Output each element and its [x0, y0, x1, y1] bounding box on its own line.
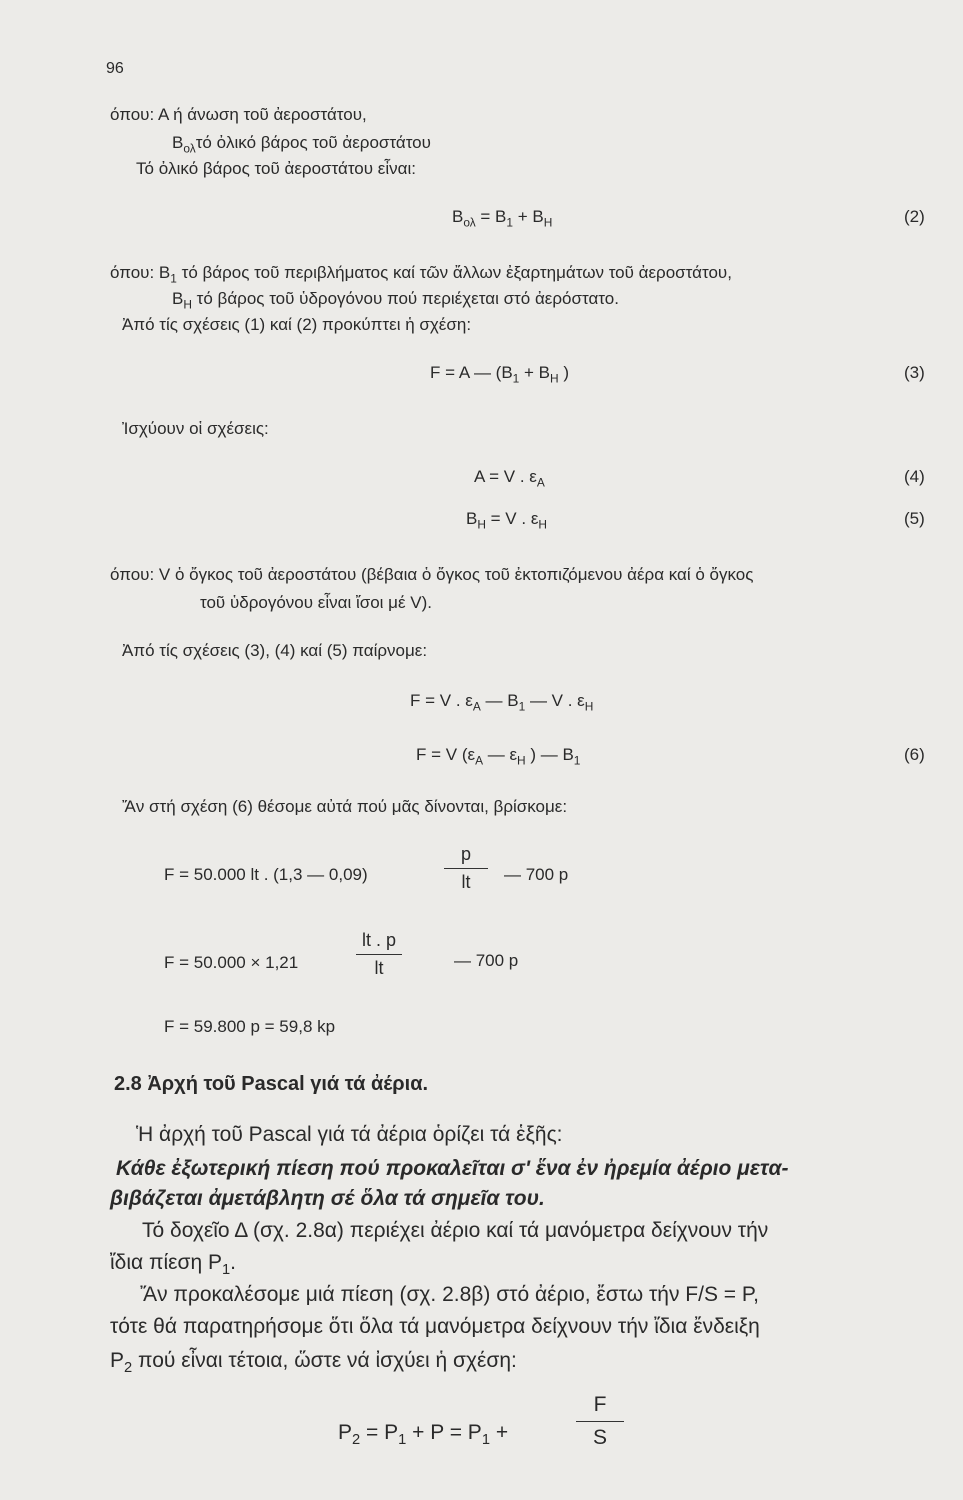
paragraph-line: Ἡ ἀρχή τοῦ Pascal γιά τά ἀέρια ὁρίζει τά ἑξῆς: — [136, 1123, 563, 1146]
text-line: $B_H$ τό βάρος τοῦ ὑδρογόνου πού περιέχεται στό ἀερόστατο. — [172, 289, 619, 312]
text-line: Τό ὀλικό βάρος τοῦ ἀεροστάτου εἶναι: — [136, 159, 416, 178]
text-line: Ἰσχύουν οἱ σχέσεις: — [122, 419, 269, 438]
calc-line-3: F = 59.800 p = 59,8 kp — [164, 1017, 336, 1036]
text-line: Ἀπό τίς σχέσεις (1) καί (2) προκύπτει ἡ σχέση: — [122, 315, 472, 334]
text-line: όπου: V ὁ ὄγκος τοῦ ἀεροστάτου (βέβαια ὁ ὄγκος τοῦ ἐκτοπιζόμενου ἀέρα καί ὁ ὄγκος — [110, 565, 754, 584]
paragraph-line: Ἄν προκαλέσομε μιά πίεση (σχ. 2.8β) στό ἀέριο, ἔστω τήν F/S = P, — [140, 1283, 760, 1306]
paragraph-line: ἴδια πίεση $P_1$. — [110, 1251, 237, 1279]
equation-number: (3) — [904, 363, 925, 382]
calc-line-2-right: — 700 p — [454, 951, 519, 970]
text-line: $B_{o\lambda}\tau ό$ ὀλικό βάρος τοῦ ἀεροστάτου — [172, 133, 431, 156]
text-line: Ἀπό τίς σχέσεις (3), (4) καί (5) παίρνομε: — [122, 641, 428, 660]
calc-line-2: F = 50.000 × 1,21 — [164, 953, 299, 972]
text-line: Ἄν στή σχέση (6) θέσομε αὐτά πού μᾶς δίνονται, βρίσκομε: — [122, 797, 568, 816]
page-number: 96 — [106, 60, 124, 77]
equation-6: F = V ($\varepsilon_A$ — $\varepsilon_H$ ) — $B_1$ — [416, 745, 581, 768]
equation-2: $B_{o\lambda} = B_1 + B_H$ — [452, 207, 553, 230]
text-line: όπου: Α ή άνωση τοῦ ἀεροστάτου, — [110, 105, 367, 124]
fraction: lt . p lt — [356, 930, 402, 979]
calc-line-1-right: — 700 p — [504, 865, 569, 884]
equation-number: (5) — [904, 509, 925, 528]
paragraph-line: $P_2$ πού εἶναι τέτοια, ὥστε νά ἰσχύει ἡ σχέση: — [110, 1349, 517, 1377]
principle-line: βιβάζεται ἀμετάβλητη σέ ὅλα τά σημεῖα του. — [110, 1187, 545, 1210]
equation-number: (2) — [904, 207, 925, 226]
text-line: όπου: $B_1$ τό βάρος τοῦ περιβλήματος καί τῶν ἄλλων ἐξαρτημάτων τοῦ ἀεροστάτου, — [110, 263, 732, 286]
text-line: τοῦ ὑδρογόνου εἶναι ἴσοι μέ V). — [200, 593, 432, 612]
section-heading: 2.8 Ἀρχή τοῦ Pascal γιά τά ἀέρια. — [114, 1073, 429, 1095]
equation-number: (6) — [904, 745, 925, 764]
final-equation: $P_2 = P_1 + P = P_1$ + — [338, 1421, 509, 1449]
paragraph-line: τότε θά παρατηρήσομε ὅτι ὅλα τά μανόμετρα δείχνουν τήν ἴδια ἔνδειξη — [110, 1315, 760, 1338]
equation-number: (4) — [904, 467, 925, 486]
principle-line: Κάθε ἐξωτερική πίεση πού προκαλεῖται σ' ἕνα ἐν ἠρεμία ἀέριο μετα- — [116, 1157, 789, 1180]
equation-4: A = V . $\varepsilon_A$ — [474, 467, 545, 490]
equation-5: $B_H = V$ . $\varepsilon_H$ — [466, 509, 547, 532]
fraction: p lt — [444, 844, 488, 893]
equation-3: F = A — ($B_1 + B_H$ ) — [430, 363, 569, 386]
equation: F = V . $\varepsilon_A$ — $B_1$ — V . $\varepsilon_H$ — [410, 691, 594, 714]
paragraph-line: Τό δοχεῖο Δ (σχ. 2.8α) περιέχει ἀέριο καί τά μανόμετρα δείχνουν τήν — [142, 1219, 769, 1242]
calc-line-1: F = 50.000 lt . (1,3 — 0,09) — [164, 865, 368, 884]
fraction: F S — [576, 1392, 624, 1451]
